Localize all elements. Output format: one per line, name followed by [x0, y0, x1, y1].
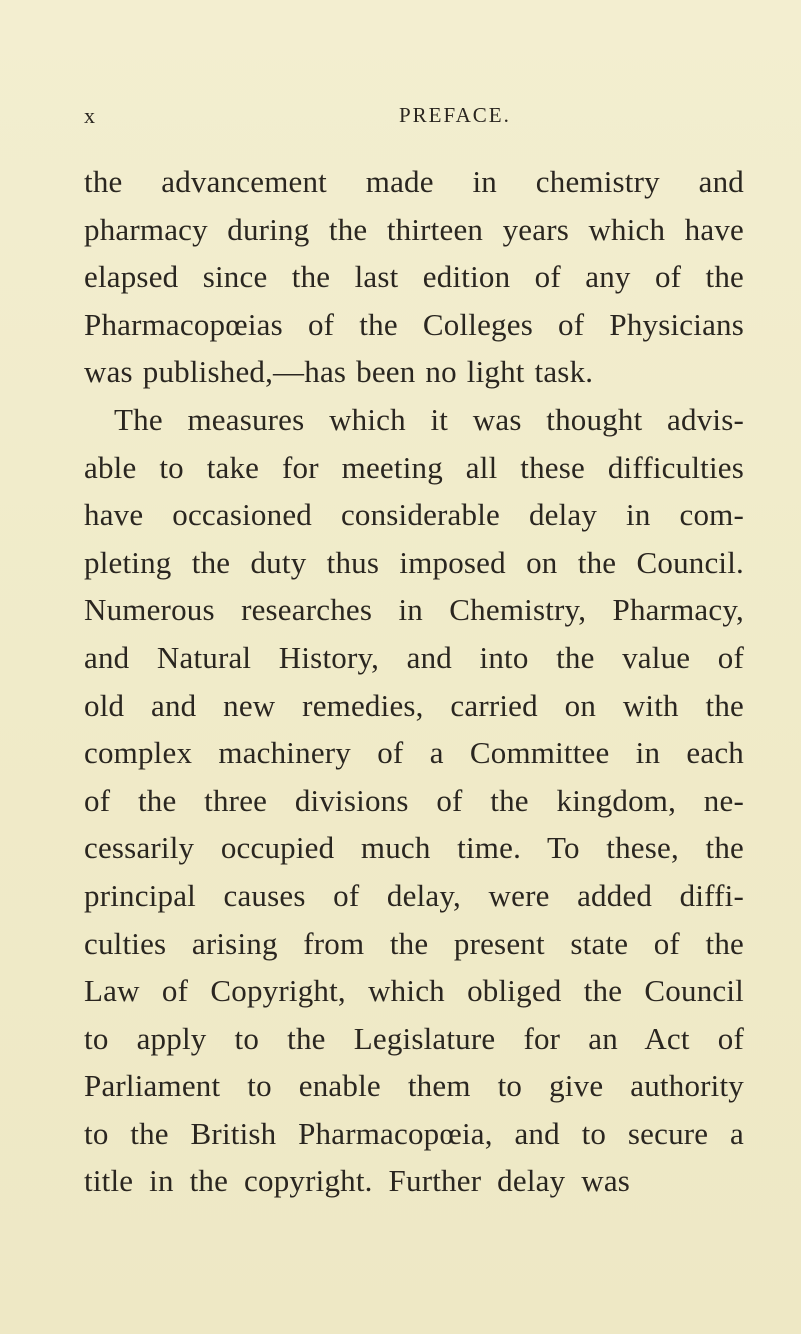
text-line: have occasioned considerable delay in com-	[84, 497, 744, 533]
running-head: PREFACE.	[399, 103, 511, 127]
text-line: The measures which it was thought advis-	[114, 401, 744, 437]
text-line: and Natural History, and into the value of	[84, 639, 744, 675]
text-line: cessarily occupied much time. To these, the	[84, 830, 744, 866]
text-line: to apply to the Legislature for an Act of	[84, 1020, 744, 1056]
text-line: was published,—has been no light task.	[84, 354, 594, 390]
text-line: pharmacy during the thirteen years which have	[84, 211, 744, 247]
text-line: to the British Pharmacopœia, and to secure a	[84, 1115, 744, 1151]
text-line: Parliament to enable them to give authority	[84, 1068, 744, 1104]
text-line: Numerous researches in Chemistry, Pharmacy,	[84, 592, 744, 628]
text-line: culties arising from the present state of the	[84, 925, 744, 961]
text-line: elapsed since the last edition of any of the	[84, 259, 744, 295]
text-line: able to take for meeting all these difficulties	[84, 449, 744, 485]
body-text	[84, 158, 744, 1205]
text-line: old and new remedies, carried on with the	[84, 687, 744, 723]
page-number: x	[84, 103, 96, 128]
text-line: complex machinery of a Committee in each	[84, 735, 744, 771]
text-line: Law of Copyright, which obliged the Council	[84, 973, 744, 1009]
text-line: the advancement made in chemistry and	[84, 164, 744, 199]
text-line: principal causes of delay, were added diffi-	[84, 877, 744, 913]
text-line: pleting the duty thus imposed on the Council.	[84, 544, 744, 580]
text-line: title in the copyright. Further delay was	[84, 1163, 631, 1199]
page-header	[84, 103, 724, 133]
text-line: of the three divisions of the kingdom, ne-	[84, 782, 744, 818]
text-line: Pharmacopœias of the Colleges of Physicians	[84, 306, 744, 342]
